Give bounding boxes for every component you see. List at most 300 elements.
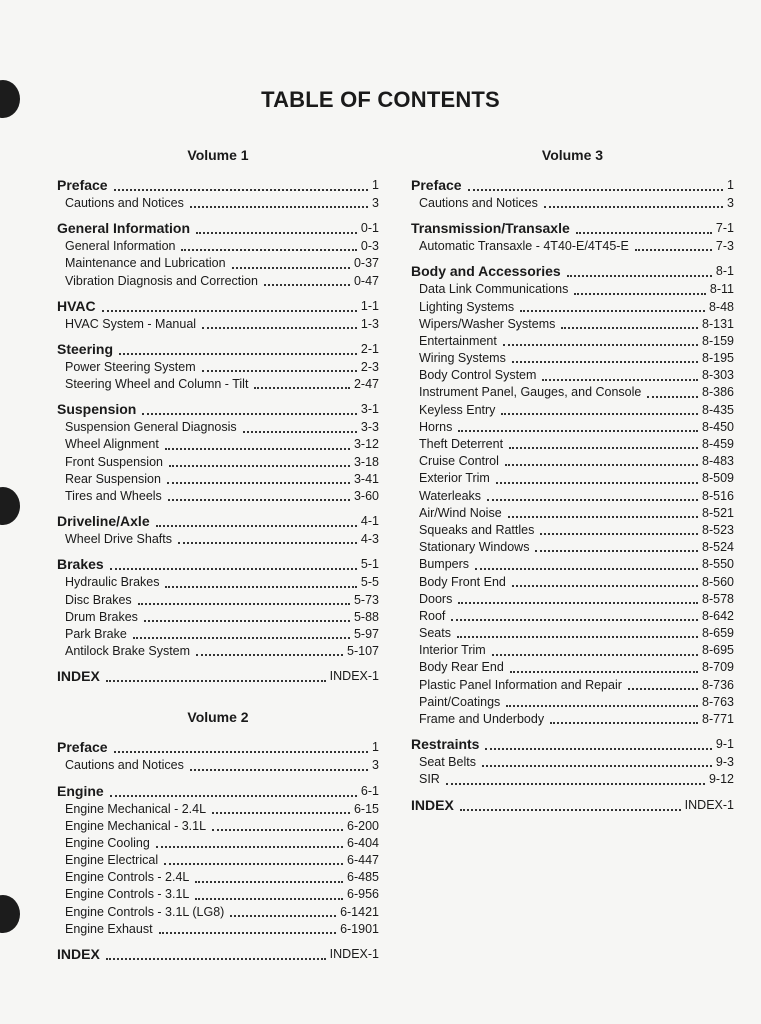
toc-item-entry[interactable]	[411, 556, 734, 573]
toc-item-entry[interactable]	[411, 694, 734, 711]
toc-page-number: 8-11	[709, 282, 734, 297]
dot-leader	[512, 360, 698, 363]
dot-leader	[195, 897, 343, 900]
toc-item-label: Cautions and Notices	[65, 758, 184, 773]
toc-section-title: Brakes	[57, 556, 104, 573]
toc-page-number: 8-550	[702, 557, 734, 572]
dot-leader	[550, 721, 698, 724]
toc-item-entry[interactable]	[411, 195, 734, 212]
dot-leader	[106, 957, 326, 960]
toc-section-title: Preface	[57, 739, 108, 756]
toc-page-number: 3-1	[360, 402, 379, 417]
toc-page-number: 5-5	[360, 575, 379, 590]
toc-section	[411, 735, 734, 788]
toc-page-number: 8-435	[702, 402, 734, 417]
toc-item-entry[interactable]	[57, 454, 379, 471]
toc-section	[57, 400, 379, 505]
dot-leader	[576, 231, 712, 234]
toc-item-label: General Information	[65, 239, 176, 254]
toc-item-label: HVAC System - Manual	[65, 316, 197, 331]
toc-item-label: Body Rear End	[419, 660, 504, 675]
toc-page-number: 1-3	[360, 316, 379, 331]
toc-item-entry[interactable]	[57, 818, 379, 835]
toc-item-label: Doors	[419, 591, 453, 606]
page-title: TABLE OF CONTENTS	[261, 87, 500, 112]
dot-leader	[144, 619, 350, 622]
toc-page-number: 8-642	[702, 608, 734, 623]
toc-item-label: Wheel Alignment	[65, 437, 159, 452]
toc-item-label: Engine Controls - 3.1L	[65, 887, 190, 902]
toc-item-label: Tires and Wheels	[65, 489, 162, 504]
toc-item-entry[interactable]	[57, 488, 379, 505]
toc-page-number: 8-48	[708, 299, 734, 314]
dot-leader	[496, 481, 698, 484]
toc-section-entry[interactable]	[57, 297, 379, 316]
toc-item-label: Cautions and Notices	[419, 195, 538, 210]
dot-leader	[542, 378, 698, 381]
toc-page-number: 6-485	[347, 870, 379, 885]
toc-item-label: Wheel Drive Shafts	[65, 532, 172, 547]
toc-item-label: Rear Suspension	[65, 471, 161, 486]
toc-page-number: 8-578	[702, 591, 734, 606]
toc-page-number: 0-3	[360, 239, 379, 254]
toc-item-entry[interactable]	[411, 316, 734, 333]
toc-section-title: Transmission/Transaxle	[411, 220, 570, 237]
toc-page-number: 1	[727, 178, 734, 192]
toc-section-title: Preface	[57, 177, 108, 193]
toc-page-number: 9-3	[715, 755, 734, 770]
toc-item-entry[interactable]	[411, 625, 734, 642]
toc-item-label: Theft Deterrent	[419, 437, 504, 452]
toc-section-entry[interactable]	[57, 945, 379, 964]
dot-leader	[156, 845, 343, 848]
toc-section	[57, 555, 379, 660]
toc-page-number: 4-3	[360, 532, 379, 547]
toc-item-entry[interactable]	[411, 470, 734, 487]
toc-item-entry[interactable]	[411, 385, 734, 402]
dot-leader	[178, 541, 357, 544]
toc-item-entry[interactable]	[411, 754, 734, 771]
dot-leader	[475, 567, 698, 570]
toc-page-number: 0-1	[360, 221, 379, 236]
toc-page-number: 6-1421	[340, 904, 379, 919]
toc-item-label: Air/Wind Noise	[419, 505, 502, 520]
toc-item-label: Waterleaks	[419, 488, 482, 503]
toc-section-title: Driveline/Axle	[57, 513, 150, 530]
dot-leader	[535, 549, 698, 552]
toc-item-label: Body Control System	[419, 368, 537, 383]
toc-item-entry[interactable]	[411, 711, 734, 728]
toc-section	[57, 219, 379, 290]
dot-leader	[230, 914, 336, 917]
toc-item-label: Steering Wheel and Column - Tilt	[65, 377, 249, 392]
toc-page-number: 8-524	[702, 540, 734, 555]
dot-leader	[574, 292, 706, 295]
toc-item-entry[interactable]	[57, 574, 379, 591]
toc-page-number: 5-73	[353, 592, 379, 607]
toc-item-label: Engine Exhaust	[65, 921, 153, 936]
toc-page-number: 8-303	[702, 368, 734, 383]
toc-page-number: 8-516	[702, 488, 734, 503]
toc-page-number: 8-521	[702, 505, 734, 520]
dot-leader	[156, 524, 357, 527]
dot-leader	[110, 794, 357, 797]
dot-leader	[540, 532, 698, 535]
toc-section	[57, 738, 379, 774]
right-column	[411, 146, 734, 822]
toc-page-number: 3	[372, 195, 379, 210]
toc-item-label: Plastic Panel Information and Repair	[419, 677, 622, 692]
toc-section-title: Body and Accessories	[411, 263, 561, 280]
toc-item-label: Engine Electrical	[65, 853, 159, 868]
dot-leader	[468, 188, 723, 191]
toc-item-entry[interactable]	[411, 574, 734, 591]
toc-item-entry[interactable]	[57, 801, 379, 818]
toc-page-number: 8-509	[702, 471, 734, 486]
toc-item-label: Cruise Control	[419, 454, 499, 469]
toc-item-label: Front Suspension	[65, 454, 163, 469]
dot-leader	[243, 430, 357, 433]
volume-heading: Volume 2	[187, 709, 249, 726]
toc-page-number: 9-1	[715, 737, 734, 752]
toc-page-number: 8-1	[715, 264, 734, 279]
toc-item-entry[interactable]	[411, 333, 734, 350]
dot-leader	[114, 750, 368, 753]
dot-leader	[635, 248, 712, 251]
toc-page-number: INDEX-1	[329, 669, 379, 684]
toc-item-entry[interactable]	[411, 281, 734, 298]
dot-leader	[510, 670, 698, 673]
dot-leader	[264, 283, 350, 286]
dot-leader	[196, 231, 357, 234]
dot-leader	[544, 205, 723, 208]
toc-item-label: Body Front End	[419, 574, 506, 589]
dot-leader	[168, 498, 350, 501]
volume-heading: Volume 1	[187, 147, 249, 163]
dot-leader	[106, 679, 326, 682]
toc-section-title: Steering	[57, 340, 114, 357]
toc-item-label: Drum Brakes	[65, 609, 138, 624]
toc-item-label: Automatic Transaxle - 4T40-E/4T45-E	[419, 239, 629, 254]
toc-page-number: 8-386	[702, 385, 734, 400]
toc-item-label: Antilock Brake System	[65, 644, 191, 659]
toc-item-label: Lighting Systems	[419, 299, 515, 314]
dot-leader	[460, 808, 681, 811]
toc-page-number: 6-404	[347, 835, 379, 850]
toc-page-number: 8-695	[702, 643, 734, 658]
toc-item-entry[interactable]	[411, 677, 734, 694]
toc-item-label: Horns	[419, 419, 453, 434]
toc-section-title: HVAC	[57, 297, 96, 314]
dot-leader	[561, 326, 698, 329]
toc-section-title: INDEX	[57, 946, 100, 963]
toc-item-entry[interactable]	[411, 642, 734, 659]
toc-item-label: Disc Brakes	[65, 592, 132, 607]
dot-leader	[508, 515, 698, 518]
toc-page-number: 6-1901	[340, 921, 379, 936]
toc-item-label: Seat Belts	[419, 755, 476, 770]
toc-item-label: Wiring Systems	[419, 351, 506, 366]
volume-heading: Volume 3	[541, 147, 604, 163]
dot-leader	[501, 412, 698, 415]
toc-section	[411, 796, 734, 815]
toc-page-number: 8-659	[702, 626, 734, 641]
dot-leader	[138, 602, 350, 605]
dot-leader	[202, 326, 357, 329]
toc-item-entry[interactable]	[57, 835, 379, 852]
toc-item-label: Data Link Communications	[419, 282, 569, 297]
toc-page-number: 7-3	[715, 239, 734, 254]
toc-page-number: 6-200	[347, 818, 379, 833]
dot-leader	[212, 828, 343, 831]
toc-page-number: 8-483	[702, 454, 734, 469]
dot-leader	[485, 747, 711, 750]
toc-item-entry[interactable]	[57, 609, 379, 626]
dot-leader	[195, 880, 343, 883]
dot-leader	[165, 447, 350, 450]
toc-page-number: 9-12	[708, 772, 734, 787]
toc-section	[411, 262, 734, 728]
toc-section-entry[interactable]	[57, 667, 379, 686]
toc-item-label: Frame and Underbody	[419, 712, 545, 727]
toc-item-entry[interactable]	[411, 436, 734, 453]
toc-section-entry[interactable]	[411, 262, 734, 281]
toc-item-label: Interior Trim	[419, 643, 486, 658]
toc-item-entry[interactable]	[57, 195, 379, 212]
toc-page-number: 4-1	[360, 514, 379, 529]
toc-page-number: 0-37	[353, 256, 379, 271]
toc-page-number: INDEX-1	[684, 797, 734, 812]
toc-page-number: 0-47	[353, 273, 379, 288]
toc-item-label: Instrument Panel, Gauges, and Console	[419, 385, 642, 400]
toc-item-entry[interactable]	[57, 869, 379, 886]
toc-page-number: 6-1	[360, 783, 379, 798]
dot-leader	[506, 704, 698, 707]
toc-item-entry[interactable]	[57, 238, 379, 255]
toc-item-entry[interactable]	[411, 608, 734, 625]
toc-item-label: Seats	[419, 626, 451, 641]
toc-item-entry[interactable]	[57, 592, 379, 609]
toc-page-number: 8-736	[702, 677, 734, 692]
toc-page-number: 7-1	[715, 221, 734, 236]
toc-item-entry[interactable]	[411, 350, 734, 367]
toc-item-entry[interactable]	[411, 488, 734, 505]
toc-item-label: Engine Mechanical - 3.1L	[65, 818, 207, 833]
toc-page-number: 5-107	[347, 644, 379, 659]
dot-leader	[142, 412, 357, 415]
toc-section	[57, 512, 379, 548]
toc-item-label: Squeaks and Rattles	[419, 522, 535, 537]
toc-page-number: 3	[372, 758, 379, 773]
dot-leader	[567, 274, 712, 277]
toc-section-title: Preface	[411, 177, 462, 193]
toc-section-entry[interactable]	[57, 738, 379, 757]
toc-item-label: Engine Controls - 3.1L (LG8)	[65, 904, 225, 919]
toc-item-entry[interactable]	[411, 238, 734, 255]
toc-item-label: Stationary Windows	[419, 540, 530, 555]
toc-item-entry[interactable]	[411, 419, 734, 436]
toc-item-label: Keyless Entry	[419, 402, 496, 417]
dot-leader	[509, 446, 698, 449]
toc-item-label: Engine Cooling	[65, 835, 150, 850]
dot-leader	[628, 687, 698, 690]
toc-item-label: Cautions and Notices	[65, 195, 184, 210]
toc-page-number: 8-450	[702, 419, 734, 434]
toc-item-label: Paint/Coatings	[419, 694, 501, 709]
dot-leader	[212, 811, 350, 814]
toc-item-entry[interactable]	[57, 904, 379, 921]
toc-item-entry[interactable]	[57, 273, 379, 290]
toc-item-entry[interactable]	[57, 419, 379, 436]
toc-item-label: Power Steering System	[65, 359, 196, 374]
toc-item-entry[interactable]	[57, 437, 379, 454]
toc-page-number: 1	[372, 740, 379, 755]
left-column	[57, 146, 379, 971]
toc-page-number: 5-97	[353, 626, 379, 641]
toc-page-number: 8-560	[702, 574, 734, 589]
toc-section	[57, 667, 379, 686]
toc-section-entry[interactable]	[57, 400, 379, 419]
dot-leader	[164, 862, 343, 865]
toc-page-number: 3-41	[353, 471, 379, 486]
dot-leader	[190, 205, 368, 208]
toc-item-entry[interactable]	[57, 255, 379, 272]
dot-leader	[451, 618, 698, 621]
toc-section-title: General Information	[57, 220, 191, 237]
toc-section-title: Suspension	[57, 401, 137, 418]
dot-leader	[159, 931, 337, 934]
toc-section-entry[interactable]	[411, 176, 734, 195]
dot-leader	[254, 386, 350, 389]
dot-leader	[114, 188, 368, 191]
toc-item-label: Bumpers	[419, 557, 470, 572]
binder-hole-bottom	[0, 895, 20, 933]
dot-leader	[520, 309, 705, 312]
toc-item-entry[interactable]	[57, 316, 379, 333]
toc-item-entry[interactable]	[57, 626, 379, 643]
toc-item-label: Entertainment	[419, 333, 497, 348]
toc-item-entry[interactable]	[411, 522, 734, 539]
toc-page-number: 8-771	[702, 712, 734, 727]
toc-page-number: 8-709	[702, 660, 734, 675]
toc-item-entry[interactable]	[57, 643, 379, 660]
toc-page-number: 6-956	[347, 887, 379, 902]
dot-leader	[133, 636, 350, 639]
dot-leader	[458, 601, 698, 604]
toc-page-number: 8-763	[702, 694, 734, 709]
dot-leader	[457, 635, 698, 638]
dot-leader	[492, 653, 698, 656]
dot-leader	[196, 653, 343, 656]
toc-item-entry[interactable]	[411, 402, 734, 419]
toc-section	[57, 297, 379, 333]
toc-section-entry[interactable]	[57, 176, 379, 195]
toc-item-entry[interactable]	[57, 757, 379, 774]
binder-hole-middle	[0, 487, 20, 525]
toc-item-entry[interactable]	[411, 453, 734, 470]
toc-item-label: Hydraulic Brakes	[65, 575, 160, 590]
toc-section	[57, 176, 379, 212]
dot-leader	[505, 463, 698, 466]
toc-item-label: Vibration Diagnosis and Correction	[65, 273, 258, 288]
dot-leader	[487, 498, 698, 501]
toc-page-number: 3	[727, 195, 734, 210]
toc-section-entry[interactable]	[57, 512, 379, 531]
toc-section-entry[interactable]	[411, 735, 734, 754]
dot-leader	[165, 585, 356, 588]
dot-leader	[202, 369, 357, 372]
toc-item-entry[interactable]	[411, 505, 734, 522]
toc-item-label: Maintenance and Lubrication	[65, 256, 226, 271]
toc-item-entry[interactable]	[57, 852, 379, 869]
toc-page-number: 8-195	[702, 351, 734, 366]
toc-item-entry[interactable]	[411, 299, 734, 316]
toc-page-number: 1-1	[360, 298, 379, 313]
dot-leader	[512, 584, 698, 587]
toc-page-number: 3-18	[353, 454, 379, 469]
dot-leader	[190, 768, 368, 771]
toc-page-number: 2-1	[360, 341, 379, 356]
toc-section-entry[interactable]	[411, 796, 734, 815]
toc-section	[57, 340, 379, 393]
toc-item-entry[interactable]	[57, 471, 379, 488]
toc-page-number: 3-3	[360, 420, 379, 435]
dot-leader	[232, 266, 350, 269]
toc-item-label: Suspension General Diagnosis	[65, 420, 237, 435]
toc-section-title: INDEX	[57, 668, 100, 685]
toc-page-number: INDEX-1	[329, 947, 379, 962]
toc-item-entry[interactable]	[411, 367, 734, 384]
dot-leader	[167, 481, 350, 484]
toc-section	[57, 945, 379, 964]
toc-section-title: Restraints	[411, 736, 480, 753]
toc-section-title: INDEX	[411, 796, 454, 813]
toc-item-entry[interactable]	[411, 771, 734, 788]
toc-item-entry[interactable]	[57, 531, 379, 548]
toc-page-number: 6-447	[347, 853, 379, 868]
toc-section	[411, 176, 734, 212]
toc-item-label: Park Brake	[65, 626, 127, 641]
dot-leader	[647, 395, 698, 398]
toc-item-label: SIR	[419, 772, 440, 787]
toc-page-number: 6-15	[353, 801, 379, 816]
toc-section-entry[interactable]	[411, 219, 734, 238]
toc-item-entry[interactable]	[57, 376, 379, 393]
toc-section-entry[interactable]	[57, 555, 379, 574]
toc-section-entry[interactable]	[57, 340, 379, 359]
toc-page-number: 3-12	[353, 437, 379, 452]
dot-leader	[503, 343, 698, 346]
toc-item-entry[interactable]	[57, 359, 379, 376]
toc-section-entry[interactable]	[57, 219, 379, 238]
toc-page-number: 8-131	[702, 316, 734, 331]
toc-page-number: 2-3	[360, 359, 379, 374]
toc-item-label: Engine Mechanical - 2.4L	[65, 801, 207, 816]
toc-item-entry[interactable]	[411, 591, 734, 608]
toc-page-number: 8-159	[702, 333, 734, 348]
toc-section-title: Engine	[57, 782, 104, 799]
toc-item-label: Exterior Trim	[419, 471, 490, 486]
toc-item-entry[interactable]	[57, 921, 379, 938]
dot-leader	[181, 248, 356, 251]
toc-page-number: 8-459	[702, 437, 734, 452]
toc-section-entry[interactable]	[57, 782, 379, 801]
toc-page-number: 8-523	[702, 522, 734, 537]
toc-item-entry[interactable]	[411, 539, 734, 556]
toc-item-entry[interactable]	[57, 887, 379, 904]
dot-leader	[458, 429, 698, 432]
toc-item-entry[interactable]	[411, 660, 734, 677]
